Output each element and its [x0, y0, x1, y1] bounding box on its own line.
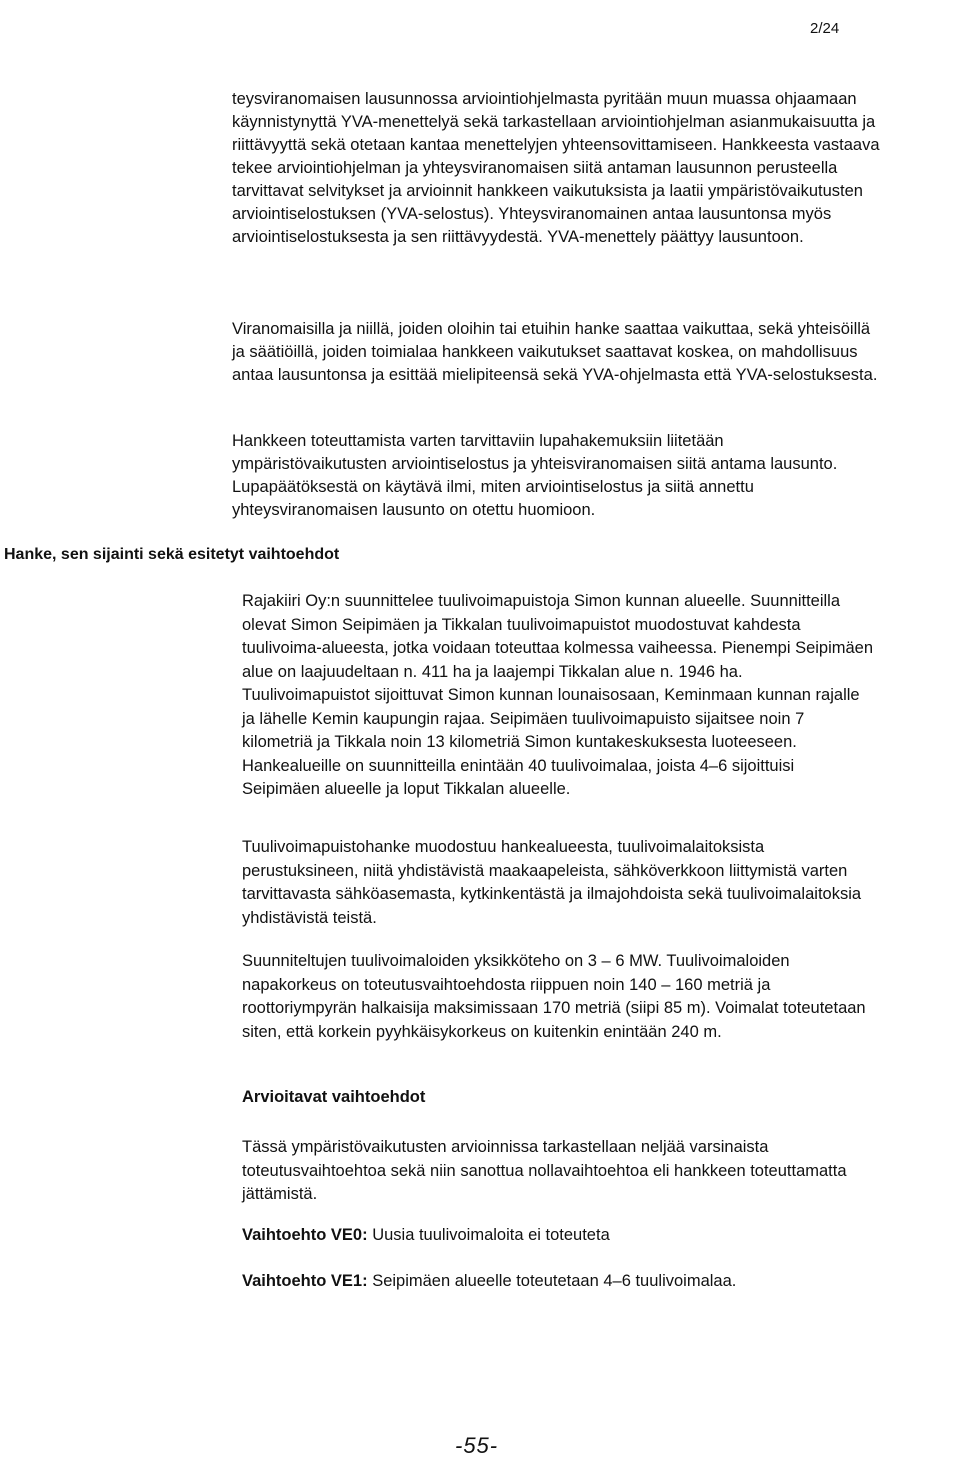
section-paragraph-3 — [242, 950, 874, 1044]
intro-paragraph-1 — [232, 88, 882, 249]
section-paragraph-2 — [242, 836, 874, 930]
intro-paragraph-2 — [232, 318, 882, 387]
paragraph-text: Tuulivoimapuistohanke muodostuu hankealueesta, tuulivoimalaitoksista perustuksineen, niitä yhdistävistä maakaapeleista, sähköverkkoon liittymistä varten tarvittavasta sähköasemasta, kytkinkentästä ja ilmajohdoista sekä tuulivoimalaitoksia yhdistävistä teistä. — [242, 838, 862, 927]
paragraph-text: Tässä ympäristövaikutusten arvioinnissa tarkastellaan neljää varsinaista toteutusvaihtoehtoa sekä niin sanottua nollavaihtoehtoa eli hankkeen toteuttamatta jättämistä. — [242, 1138, 847, 1203]
handwritten-page-mark: -55- — [455, 1433, 499, 1458]
option-ve0 — [242, 1226, 610, 1245]
page-number: 2/24 — [810, 20, 840, 37]
option-label: Vaihtoehto VE1: — [242, 1272, 368, 1290]
section-paragraph-1 — [242, 590, 874, 802]
alternatives-intro — [242, 1136, 874, 1207]
alternatives-heading: Arvioitavat vaihtoehdot — [242, 1088, 426, 1106]
intro-paragraph-3 — [232, 430, 882, 522]
paragraph-text: Hankkeen toteuttamista varten tarvittaviin lupahakemuksiin liitetään ympäristövaikutusten arviointiselostus ja yhteisviranomaisen siitä antama lausunto. Lupapäätöksestä on käytävä ilmi, miten arviointiselostus ja siitä annettu yhteysviranomaisen lausunto on otettu huomioon. — [232, 432, 838, 519]
paragraph-text: Viranomaisilla ja niillä, joiden oloihin tai etuihin hanke saattaa vaikuttaa, sekä yhteisöillä ja säätiöillä, joiden toimialaa hankkeen vaikutukset saattavat koskea, on mahdollisuus antaa lausuntonsa ja esittää mielipiteensä sekä YVA-ohjelmasta että YVA-selostuksesta. — [232, 320, 878, 384]
paragraph-text: teysviranomaisen lausunnossa arviointiohjelmasta pyritään muun muassa ohjaamaan käynnistynyttä YVA-menettelyä sekä tarkastellaan arviointiohjelman asianmukaisuutta ja riittävyyttä sekä otetaan kantaa menettelyjen yhteensovittamiseen. Hankkeesta vastaava tekee arviointiohjelman ja yhteysviranomaisen siitä antaman lausunnon perusteella tarvittavat selvitykset ja arvioinnit hankkeen vaikutuksista ja laatii ympäristövaikutusten arviointiselostuksen (YVA-selostus). Yhteysviranomainen antaa lausuntonsa myös arviointiselostuksesta ja sen riittävyydestä. YVA-menettely päättyy lausuntoon. — [232, 90, 880, 246]
paragraph-text: Suunniteltujen tuulivoimaloiden yksikköteho on 3 – 6 MW. Tuulivoimaloiden napakorkeus on toteutusvaihtoehdosta riippuen noin 140 – 160 metriä ja roottoriympyrän halkaisija maksimissaan 170 metriä (siipi 85 m). Voimalat toteutetaan siten, että korkein pyyhkäisykorkeus on kuitenkin enintään 240 m. — [242, 952, 866, 1041]
option-label: Vaihtoehto VE0: — [242, 1226, 368, 1244]
option-ve1 — [242, 1272, 736, 1291]
option-text: Seipimäen alueelle toteutetaan 4–6 tuulivoimalaa. — [367, 1272, 737, 1290]
section-heading: Hanke, sen sijainti sekä esitetyt vaihtoehdot — [4, 546, 340, 563]
option-text: Uusia tuulivoimaloita ei toteuteta — [367, 1226, 610, 1244]
paragraph-text: Rajakiiri Oy:n suunnittelee tuulivoimapuistoja Simon kunnan alueelle. Suunnitteilla olevat Simon Seipimäen ja Tikkalan tuulivoimapuistot muodostuvat kahdesta tuulivoima-alueesta, jotka voidaan toteuttaa kolmessa vaiheessa. Pienempi Seipimäen alue on laajuudeltaan n. 411 ha ja laajempi Tikkalan alue n. 1946 ha. Tuulivoimapuistot sijoittuvat Simon kunnan lounaisosaan, Keminmaan kunnan rajalle ja lähelle Kemin kaupungin rajaa. Seipimäen tuulivoimapuisto sijaitsee noin 7 kilometriä ja Tikkala noin 13 kilometriä Simon kuntakeskuksesta luoteeseen. Hankealueille on suunnitteilla enintään 40 tuulivoimalaa, joista 4–6 sijoittuisi Seipimäen alueelle ja loput Tikkalan alueelle. — [242, 592, 874, 798]
